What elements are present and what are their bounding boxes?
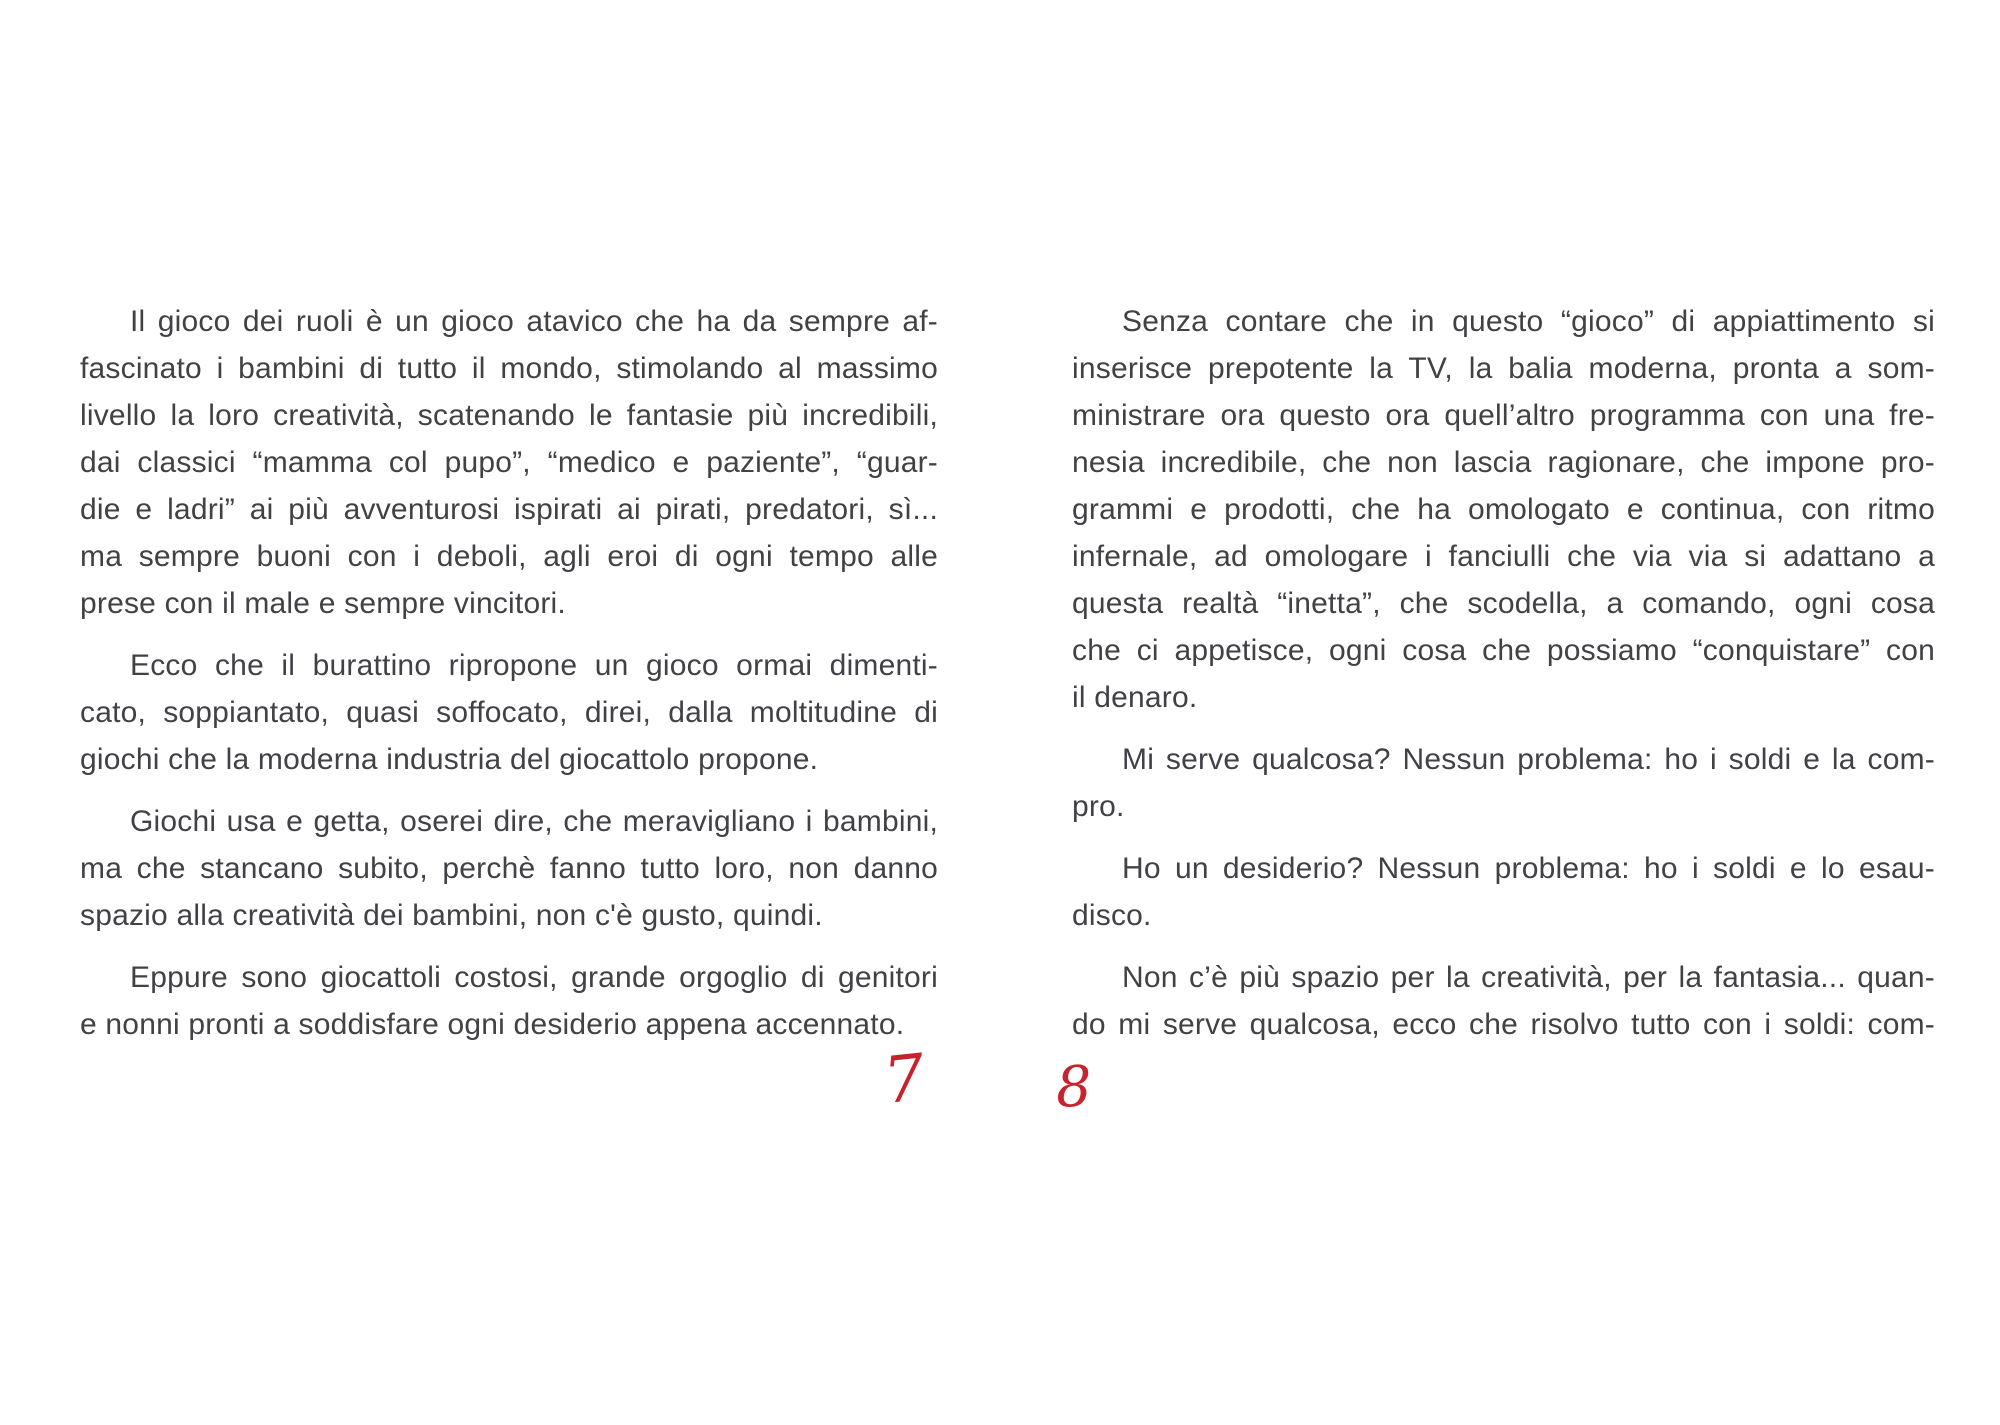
text-line: pro. xyxy=(1072,790,1125,823)
paragraph xyxy=(1072,736,1935,830)
text-line: cato, soppiantato, quasi soffocato, direi, dalla moltitudine di xyxy=(80,696,938,729)
text-line: Non c’è più spazio per la creatività, per la fantasia... quan- xyxy=(1122,961,1935,994)
text-line: Ho un desiderio? Nessun problema: ho i soldi e lo esau- xyxy=(1122,852,1935,885)
text-line: e nonni pronti a soddisfare ogni desiderio appena accennato. xyxy=(80,1008,905,1041)
paragraph xyxy=(1072,298,1935,721)
page-number-right: 8 xyxy=(1054,1054,1093,1121)
right-page-text-block xyxy=(1072,298,1935,1048)
text-line: Ecco che il burattino ripropone un gioco ormai dimenti- xyxy=(130,649,938,682)
text-line: nesia incredibile, che non lascia ragionare, che impone pro- xyxy=(1072,446,1935,479)
text-line: Giochi usa e getta, oserei dire, che meravigliano i bambini, xyxy=(130,805,938,838)
text-line: prese con il male e sempre vincitori. xyxy=(80,587,566,620)
paragraph xyxy=(1072,845,1935,939)
paragraph xyxy=(80,798,938,939)
page-number-left: 7 xyxy=(880,1041,929,1119)
text-line: Mi serve qualcosa? Nessun problema: ho i soldi e la com- xyxy=(1122,743,1935,776)
text-line: inserisce prepotente la TV, la balia moderna, pronta a som- xyxy=(1072,352,1935,385)
text-line: Senza contare che in questo “gioco” di appiattimento si xyxy=(1122,305,1935,338)
text-line: questa realtà “inetta”, che scodella, a comando, ogni cosa xyxy=(1072,587,1935,620)
text-line: ma che stancano subito, perchè fanno tutto loro, non danno xyxy=(80,852,938,885)
text-line: fascinato i bambini di tutto il mondo, stimolando al massimo xyxy=(80,352,938,385)
text-line: che ci appetisce, ogni cosa che possiamo “conquistare” con xyxy=(1072,634,1935,667)
text-line: spazio alla creatività dei bambini, non c'è gusto, quindi. xyxy=(80,899,823,932)
text-line: die e ladri” ai più avventurosi ispirati ai pirati, predatori, sì... xyxy=(80,493,938,526)
text-line: infernale, ad omologare i fanciulli che via via si adattano a xyxy=(1072,540,1935,573)
paragraph xyxy=(80,954,938,1048)
paragraph xyxy=(1072,954,1935,1048)
paragraph xyxy=(80,298,938,627)
text-line: ma sempre buoni con i deboli, agli eroi di ogni tempo alle xyxy=(80,540,938,573)
text-line: dai classici “mamma col pupo”, “medico e paziente”, “guar- xyxy=(80,446,938,479)
paragraph xyxy=(80,642,938,783)
text-line: livello la loro creatività, scatenando le fantasie più incredibili, xyxy=(80,399,938,432)
text-line: disco. xyxy=(1072,899,1152,932)
text-line: il denaro. xyxy=(1072,681,1198,714)
text-line: Eppure sono giocattoli costosi, grande orgoglio di genitori xyxy=(130,961,938,994)
text-line: do mi serve qualcosa, ecco che risolvo tutto con i soldi: com- xyxy=(1072,1008,1935,1041)
text-line: grammi e prodotti, che ha omologato e continua, con ritmo xyxy=(1072,493,1935,526)
text-line: giochi che la moderna industria del giocattolo propone. xyxy=(80,743,819,776)
left-page-text-block xyxy=(80,298,938,1048)
text-line: ministrare ora questo ora quell’altro programma con una fre- xyxy=(1072,399,1935,432)
text-line: Il gioco dei ruoli è un gioco atavico che ha da sempre af- xyxy=(130,305,938,338)
